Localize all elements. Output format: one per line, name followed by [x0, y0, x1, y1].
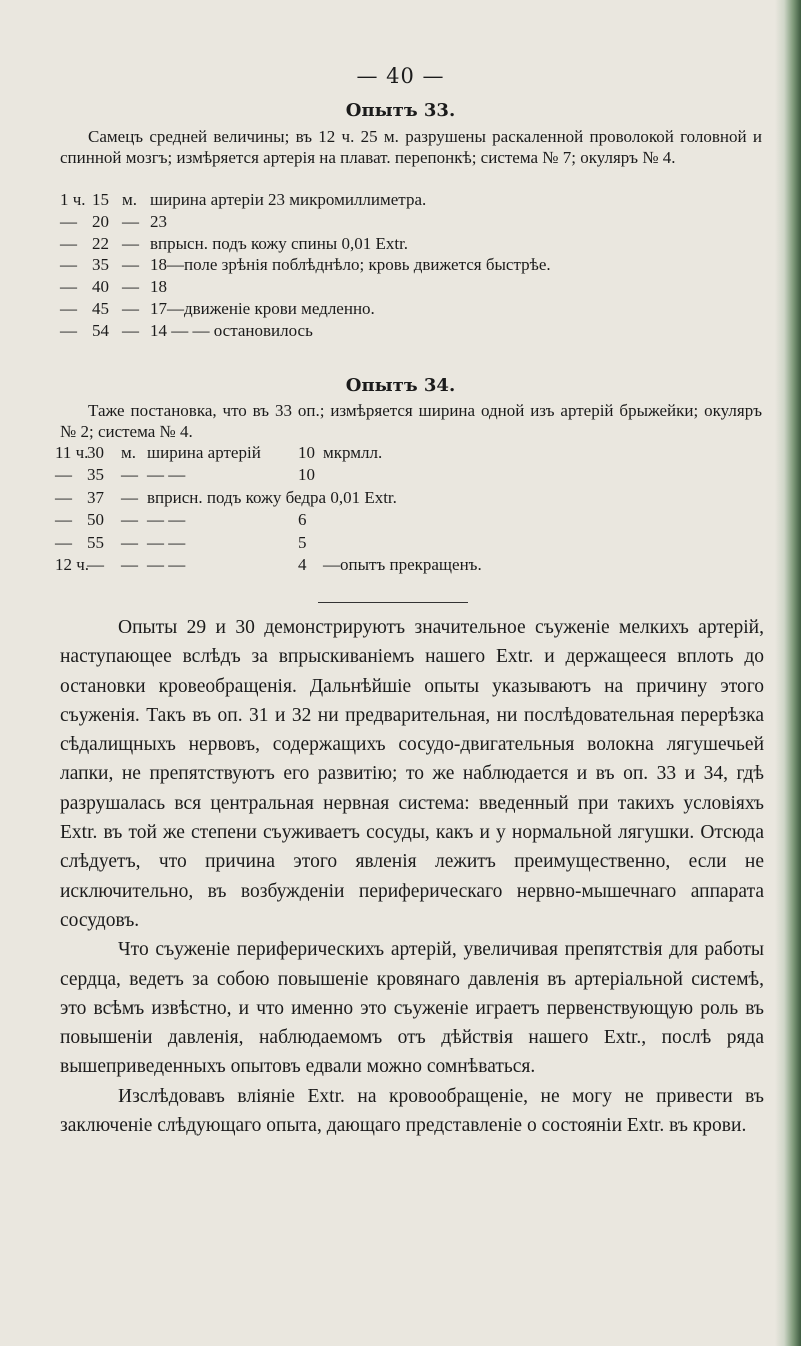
row-unit: —	[121, 532, 138, 552]
row-remark: мкрмлл.	[323, 443, 383, 462]
row-value: 18—поле зрѣнія поблѣднѣло; кровь движется быстрѣе.	[150, 255, 551, 275]
row-hour: —	[60, 277, 77, 297]
row-remark: —опытъ прекращенъ.	[323, 555, 482, 574]
paragraph-3: Изслѣдовавъ вліяніе Ехtr. на кровообращеніе, не могу не привести въ заключеніе слѣдующаго опыта, дающаго представленіе о состояніи Ехtr. въ крови.	[60, 1085, 764, 1137]
row-value: 14 — — остановилось	[150, 320, 313, 340]
row-note: вприсн. подъ кожу бедра 0,01 Ехtr.	[147, 487, 397, 507]
row-hour: —	[60, 299, 77, 318]
row-hour: —	[55, 465, 72, 485]
page-edge	[775, 0, 801, 1346]
row-hour: —	[60, 233, 77, 253]
row-note: ширина артерій	[147, 443, 261, 462]
row-hour: —	[55, 487, 72, 507]
row-unit: м.	[121, 443, 137, 462]
exp34-title: Опытъ 34.	[345, 375, 456, 396]
row-note: — —	[147, 510, 186, 530]
exp33-title: Опытъ 33.	[345, 100, 456, 121]
row-minute: 20	[92, 211, 109, 231]
row-hour: —	[55, 510, 72, 530]
row-unit: —	[122, 320, 139, 340]
row-hour: 1 ч.	[60, 190, 86, 209]
row-value: 17—движеніе крови медленно.	[150, 299, 375, 318]
row-minute: 55	[87, 532, 104, 552]
row-minute: 15	[92, 190, 109, 209]
row-minute: 35	[87, 465, 104, 485]
row-hour: —	[60, 320, 77, 340]
row-minute: 30	[87, 443, 104, 462]
exp33-intro-text: Самецъ средней величины; въ 12 ч. 25 м. разрушены раскаленной проволокой головной и спинной мозгъ; измѣряется артерія на плават. перепонкѣ; система № 7; окуляръ № 4.	[60, 127, 762, 167]
row-unit: —	[121, 555, 138, 574]
row-note: — —	[147, 532, 186, 552]
row-unit: —	[121, 465, 138, 485]
row-hour: —	[60, 255, 77, 275]
row-hour: —	[60, 211, 77, 231]
row-width: 4	[298, 555, 307, 574]
row-minute: 37	[87, 487, 104, 507]
row-width: 10	[298, 465, 315, 485]
row-minute: —	[87, 555, 104, 574]
row-value: ширина артеріи 23 микромиллиметра.	[150, 190, 427, 209]
section-divider	[318, 602, 468, 603]
exp34-intro-text: Таже постановка, что въ 33 оп.; измѣряется ширина одной изъ артерій брыжейки; окуляръ № 2; система № 4.	[60, 401, 762, 441]
row-note: — —	[147, 555, 186, 574]
row-unit: —	[122, 233, 139, 253]
row-minute: 40	[92, 277, 109, 297]
row-unit: —	[122, 211, 139, 231]
row-hour: 11 ч.	[55, 443, 89, 462]
discussion-text	[60, 613, 764, 1140]
row-unit: —	[122, 277, 139, 297]
paragraph-1: Опыты 29 и 30 демонстрируютъ значительное съуженіе мелкихъ артерій, наступающее вслѣдъ за впрыскиваніемъ нашего Ехtr. и держащееся вплоть до остановки кровеобращенія. Дальнѣйшіе опыты указываютъ на причину этого съуженія. Такъ въ оп. 31 и 32 ни предварительная, ни послѣдовательная перерѣзка сѣдалищныхъ нервовъ, содержащихъ сосудо-двигательныя волокна лягушечьей лапки, не препятствуютъ его развитію; то же наблюдается и въ оп. 33 и 34, гдѣ разрушалась вся центральная нервная система: введенный при такихъ условіяхъ Ехtr. въ той же степени съуживаетъ сосуды, какъ и у нормальной лягушки. Отсюда слѣдуетъ, что причина этого явленія лежитъ преимущественно, если не исключительно, въ возбужденіи периферическаго нервно-мышечнаго аппарата сосудовъ.	[60, 617, 764, 931]
row-width: 10	[298, 443, 315, 462]
row-minute: 54	[92, 320, 109, 340]
row-unit: —	[121, 510, 138, 530]
row-unit: м.	[122, 190, 138, 209]
paragraph-2: Что съуженіе периферическихъ артерій, увеличивая препятствія для работы сердца, ведетъ за собою повышеніе кровянаго давленія въ артеріальной системѣ, это всѣмъ извѣстно, и что именно это съуженіе играетъ первенствующую роль въ повышеніи давленія, наблюдаемомъ отъ дѣйствія нашего Ехtr., послѣ ряда вышеприведенныхъ опытовъ едвали можно сомнѣваться.	[60, 939, 764, 1078]
row-width: 5	[298, 532, 307, 552]
row-minute: 22	[92, 233, 109, 253]
row-value: 18	[150, 277, 167, 297]
exp33-intro	[60, 126, 762, 168]
row-unit: —	[121, 487, 138, 507]
row-unit: —	[122, 255, 139, 275]
row-minute: 35	[92, 255, 109, 275]
row-width: 6	[298, 510, 307, 530]
exp34-intro	[60, 400, 762, 442]
row-minute: 50	[87, 510, 104, 530]
page-number: — 40 —	[356, 64, 445, 88]
row-unit: —	[122, 299, 139, 318]
row-hour: —	[55, 532, 72, 552]
row-note: — —	[147, 465, 186, 485]
row-value: 23	[150, 211, 167, 231]
row-value: впрысн. подъ кожу спины 0,01 Ехtr.	[150, 233, 409, 253]
row-minute: 45	[92, 299, 109, 318]
row-hour: 12 ч.	[55, 555, 90, 574]
